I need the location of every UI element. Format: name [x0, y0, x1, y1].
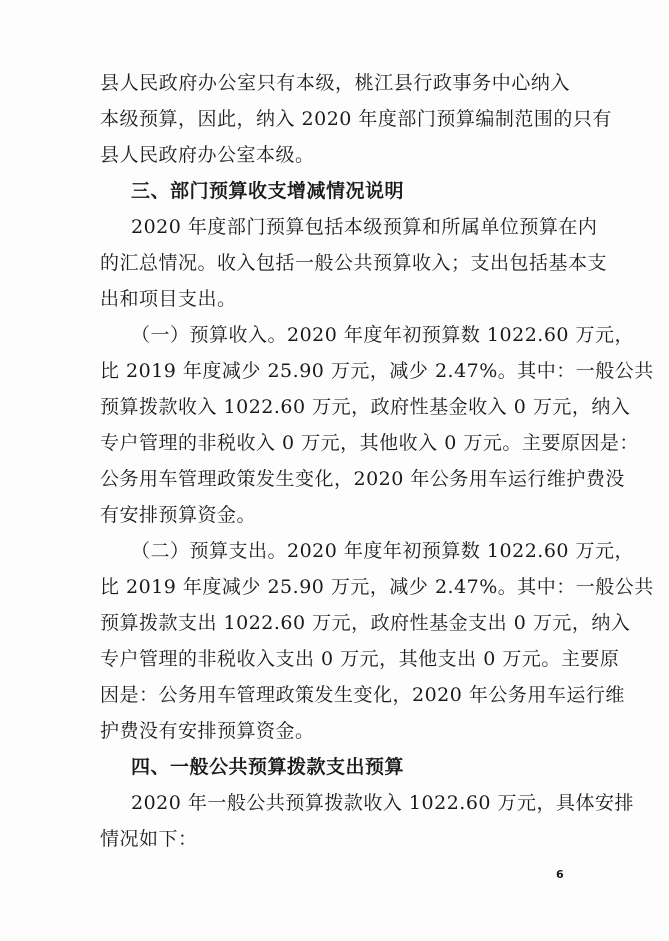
paragraph-line: 预算拨款支出 1022.60 万元，政府性基金支出 0 万元，纳入 — [100, 612, 631, 634]
paragraph-line: 护费没有安排预算资金。 — [100, 720, 315, 742]
section-heading: 四、一般公共预算拨款支出预算 — [131, 756, 405, 778]
paragraph-line: （一）预算收入。2020 年度年初预算数 1022.60 万元， — [131, 324, 635, 346]
paragraph-line: 县人民政府办公室本级。 — [100, 144, 315, 166]
paragraph-line: 情况如下： — [100, 828, 198, 850]
paragraph-line: 预算拨款收入 1022.60 万元，政府性基金收入 0 万元，纳入 — [100, 396, 631, 418]
paragraph-line: 出和项目支出。 — [100, 288, 237, 310]
paragraph-line: 2020 年度部门预算包括本级预算和所属单位预算在内 — [131, 216, 598, 238]
section-heading: 三、部门预算收支增减情况说明 — [131, 180, 405, 202]
paragraph-line: 因是：公务用车管理政策发生变化，2020 年公务用车运行维 — [100, 684, 625, 706]
paragraph-line: （二）预算支出。2020 年度年初预算数 1022.60 万元， — [131, 540, 635, 562]
paragraph-line: 专户管理的非税收入 0 万元，其他收入 0 万元。主要原因是： — [100, 432, 639, 454]
paragraph-line: 比 2019 年度减少 25.90 万元，减少 2.47%。其中：一般公共 — [100, 360, 654, 382]
paragraph-line: 公务用车管理政策发生变化，2020 年公务用车运行维护费没 — [100, 468, 625, 490]
paragraph-line: 的汇总情况。收入包括一般公共预算收入；支出包括基本支 — [100, 252, 608, 274]
page-number: 6 — [556, 868, 564, 881]
paragraph-line: 县人民政府办公室只有本级，桃江县行政事务中心纳入 — [100, 72, 570, 94]
paragraph-line: 比 2019 年度减少 25.90 万元，减少 2.47%。其中：一般公共 — [100, 576, 654, 598]
paragraph-line: 2020 年一般公共预算拨款收入 1022.60 万元，具体安排 — [131, 792, 635, 814]
paragraph-line: 专户管理的非税收入支出 0 万元，其他支出 0 万元。主要原 — [100, 648, 620, 670]
paragraph-line: 本级预算，因此，纳入 2020 年度部门预算编制范围的只有 — [100, 108, 612, 130]
paragraph-line: 有安排预算资金。 — [100, 504, 257, 526]
